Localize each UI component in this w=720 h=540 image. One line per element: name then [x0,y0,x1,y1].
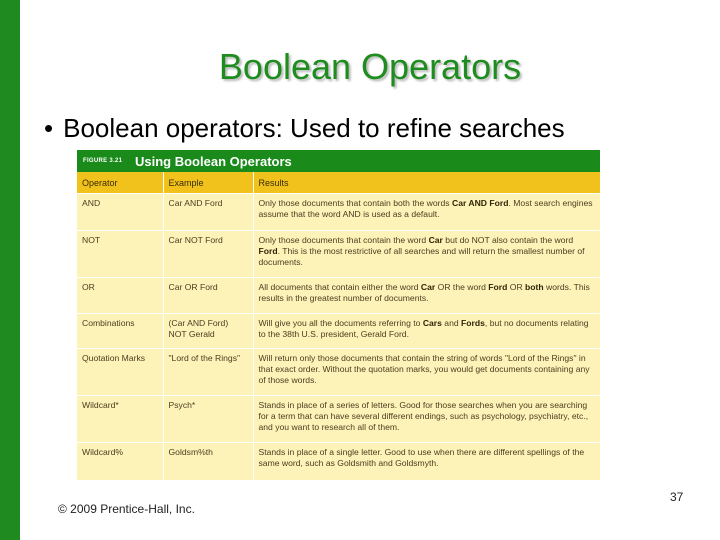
header-results: Results [253,172,600,194]
table-row [77,314,600,349]
emphasized-term: both [525,282,544,292]
emphasized-term: Cars [422,318,442,328]
result-cell: All documents that contain either the word Car OR the word Ford OR both words. This results in the greatest number of documents. [253,278,600,314]
operator-cell: NOT [77,231,163,278]
slide-title: Boolean Operators [218,46,522,87]
left-accent-bar [0,0,20,540]
page-number: 37 [670,490,684,504]
table-row [77,194,600,231]
bullet-point [44,113,565,144]
header-example: Example [163,172,253,194]
boolean-operators-figure [77,150,600,480]
operator-cell: AND [77,194,163,231]
example-cell: (Car AND Ford) NOT Gerald [163,314,253,349]
table-row [77,278,600,314]
figure-title: Using Boolean Operators [135,153,292,169]
example-cell: Car NOT Ford [163,231,253,278]
header-operator: Operator [77,172,163,194]
emphasized-term: Car [428,235,443,245]
emphasized-term: Car AND Ford [451,198,509,208]
operator-cell: Wildcard% [77,443,163,481]
result-cell: Stands in place of a single letter. Good to use when there are different spellings of the same word, such as Goldsmith and Goldsmyth. [253,443,600,481]
copyright-footer: © 2009 Prentice-Hall, Inc. [58,502,195,516]
table-row [77,396,600,443]
figure-label: FIGURE 3.21 [83,158,123,164]
example-cell: Psych* [163,396,253,443]
emphasized-term: Fords [461,318,485,328]
operator-cell: Quotation Marks [77,349,163,396]
table-row [77,443,600,481]
bullet-text: Boolean operators: Used to refine searches [63,113,565,143]
table-header-row [77,172,600,194]
emphasized-term: Car [420,282,436,292]
example-cell: "Lord of the Rings" [163,349,253,396]
emphasized-term: Ford [488,282,508,292]
result-cell: Will return only those documents that contain the string of words "Lord of the Rings" in that exact order. Without the quotation marks, you would get documents containing any of those words. [253,349,600,396]
example-cell: Car AND Ford [163,194,253,231]
emphasized-term: Ford [258,246,278,256]
operator-cell: Combinations [77,314,163,349]
bullet-icon: • [44,113,54,143]
figure-header [77,150,600,172]
operator-cell: Wildcard* [77,396,163,443]
result-cell: Stands in place of a series of letters. Good for those searches when you are searching for a term that can have several different endings, such as psychology, psychiatry, etc., and you want to research all of them. [253,396,600,443]
table-row [77,231,600,278]
result-cell: Will give you all the documents referring to Cars and Fords, but no documents relating to the 38th U.S. president, Gerald Ford. [253,314,600,349]
example-cell: Car OR Ford [163,278,253,314]
result-cell: Only those documents that contain both the words Car AND Ford. Most search engines assume that the word AND is used as a default. [253,194,600,231]
operator-cell: OR [77,278,163,314]
result-cell: Only those documents that contain the word Car but do NOT also contain the word Ford. This is the most restrictive of all searches and will return the smallest number of documents. [253,231,600,278]
operators-table [77,172,600,481]
table-row [77,349,600,396]
example-cell: Goldsm%th [163,443,253,481]
